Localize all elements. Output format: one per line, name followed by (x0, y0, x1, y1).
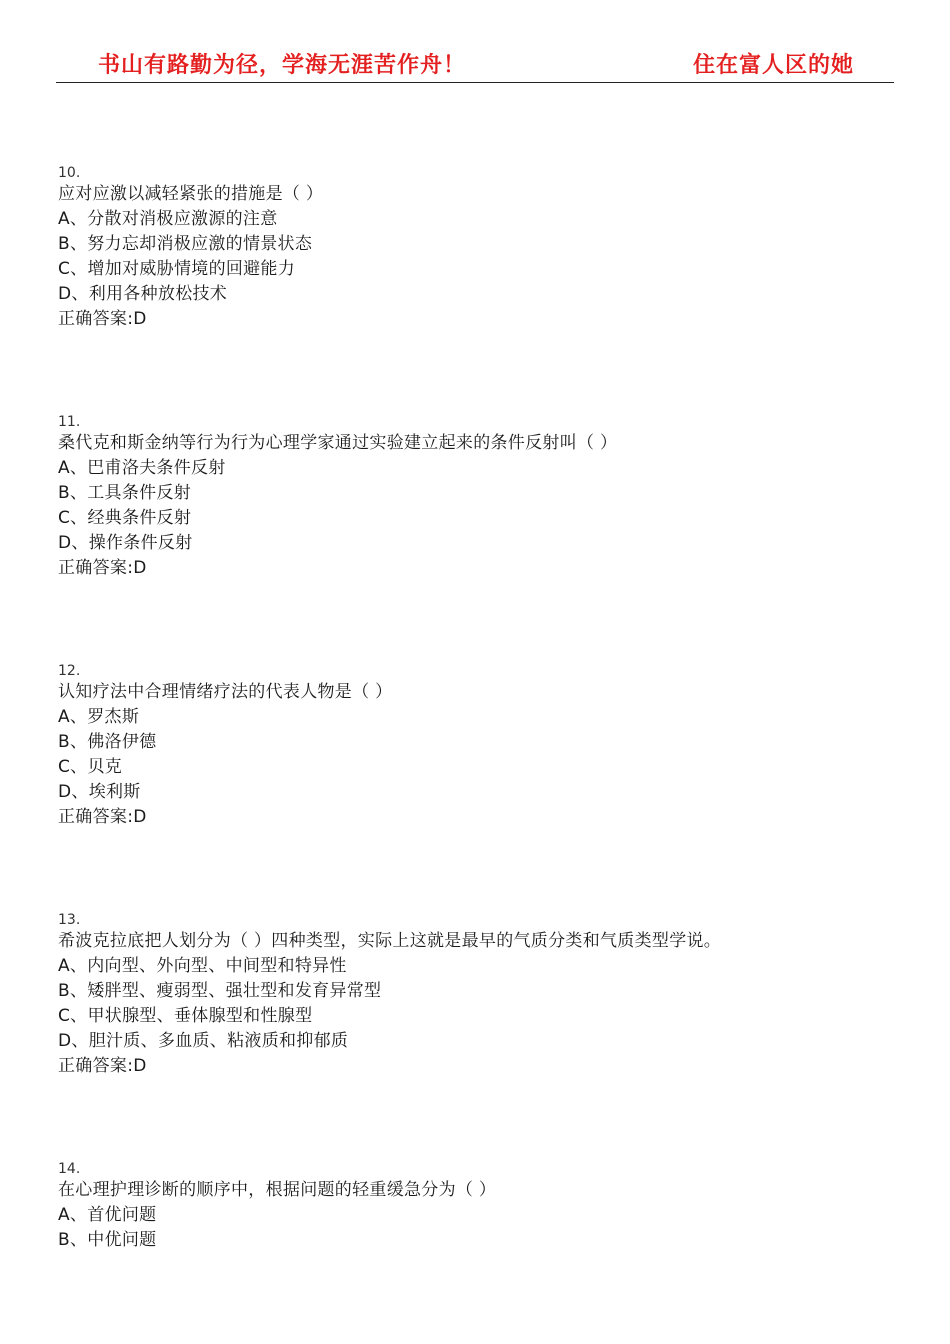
option-c: C、贝克 (58, 757, 123, 777)
header-motto: 书山有路勤为径，学海无涯苦作舟！ (98, 52, 467, 78)
option-c: C、经典条件反射 (58, 508, 192, 528)
option-b: B、中优问题 (58, 1230, 157, 1250)
question-number: 12. (58, 663, 81, 679)
question-number: 14. (58, 1161, 81, 1177)
question-12 (58, 662, 918, 830)
question-stem: 在心理护理诊断的顺序中，根据问题的轻重缓急分为（ ） (58, 1180, 497, 1200)
page-header (0, 0, 950, 84)
option-d: D、操作条件反射 (58, 533, 193, 553)
question-stem: 希波克拉底把人划分为（ ）四种类型，实际上这就是最早的气质分类和气质类型学说。 (58, 931, 722, 951)
question-number: 10. (58, 165, 81, 181)
question-14 (58, 1160, 918, 1253)
correct-answer: 正确答案:D (58, 558, 147, 578)
option-c: C、增加对威胁情境的回避能力 (58, 259, 296, 279)
correct-answer: 正确答案:D (58, 309, 147, 329)
option-c: C、甲状腺型、垂体腺型和性腺型 (58, 1006, 313, 1026)
question-number: 13. (58, 912, 81, 928)
question-stem: 应对应激以减轻紧张的措施是（ ） (58, 184, 324, 204)
question-13 (58, 911, 918, 1079)
question-number: 11. (58, 414, 81, 430)
correct-answer: 正确答案:D (58, 1056, 147, 1076)
option-b: B、佛洛伊德 (58, 732, 157, 752)
question-stem: 认知疗法中合理情绪疗法的代表人物是（ ） (58, 682, 393, 702)
option-d: D、胆汁质、多血质、粘液质和抑郁质 (58, 1031, 349, 1051)
header-divider (56, 82, 894, 83)
option-b: B、工具条件反射 (58, 483, 192, 503)
question-stem: 桑代克和斯金纳等行为行为心理学家通过实验建立起来的条件反射叫（ ） (58, 433, 618, 453)
option-a: A、巴甫洛夫条件反射 (58, 458, 226, 478)
option-d: D、埃利斯 (58, 782, 141, 802)
option-d: D、利用各种放松技术 (58, 284, 228, 304)
correct-answer: 正确答案:D (58, 807, 147, 827)
option-a: A、罗杰斯 (58, 707, 140, 727)
option-b: B、努力忘却消极应激的情景状态 (58, 234, 313, 254)
question-10 (58, 164, 918, 332)
option-a: A、分散对消极应激源的注意 (58, 209, 278, 229)
option-b: B、矮胖型、瘦弱型、强壮型和发育异常型 (58, 981, 382, 1001)
question-11 (58, 413, 918, 581)
header-tagline: 住在富人区的她 (693, 52, 855, 78)
option-a: A、首优问题 (58, 1205, 157, 1225)
option-a: A、内向型、外向型、中间型和特异性 (58, 956, 347, 976)
